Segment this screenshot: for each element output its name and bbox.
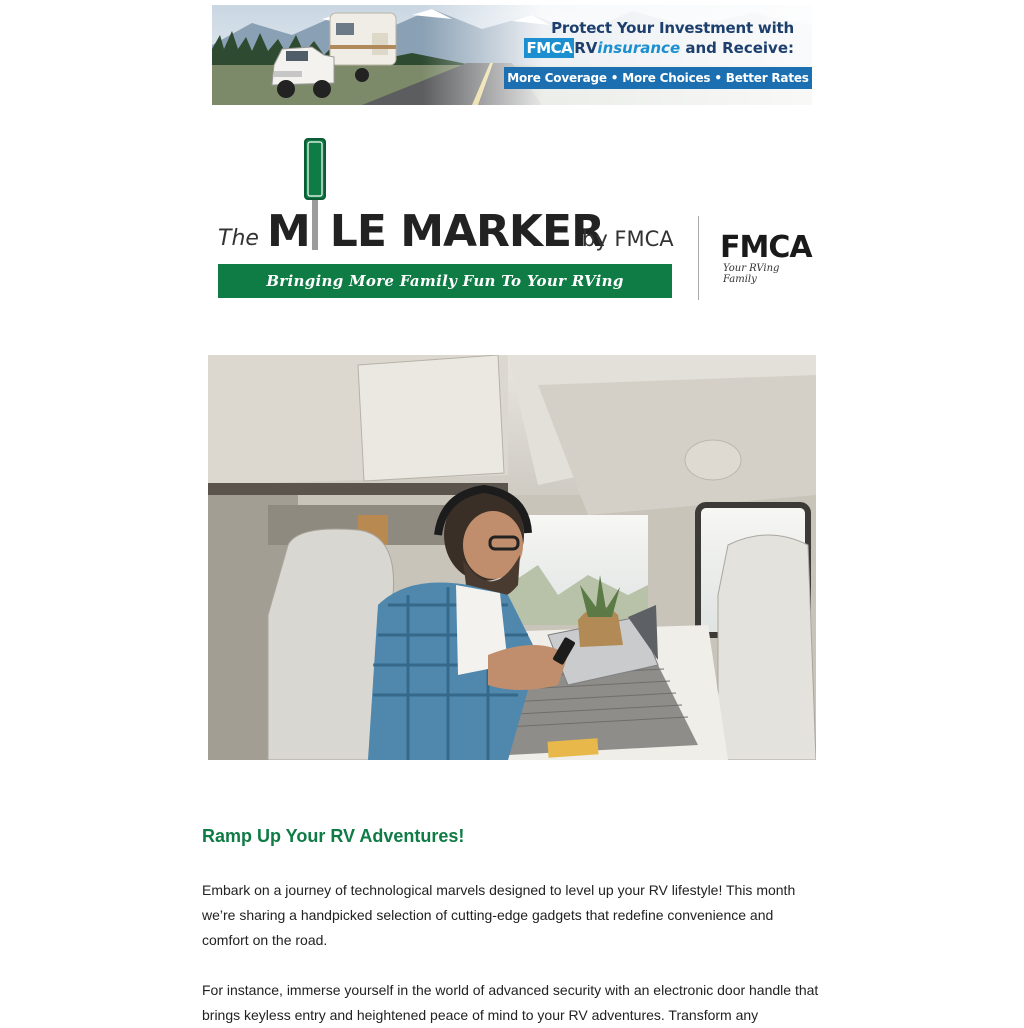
article-paragraph-2: For instance, immerse yourself in the world of advanced security with an electronic door handle that brings keyless entry and heightened peace of mind to your RV adventures. Transform any [202,982,819,1023]
fmca-brand-mark: FMCA [526,39,573,57]
banner-headline-tail: and Receive: [680,39,794,57]
rv-interior-illustration [208,355,816,760]
insurance-ad-banner[interactable] [212,5,812,105]
banner-headline-line2 [524,38,794,58]
masthead-divider [698,216,699,300]
masthead-title-rest: LE MARKER [329,206,604,257]
masthead-tagline: Bringing More Family Fun To Your RVing Adventures [218,264,672,298]
newsletter-masthead [212,138,812,324]
banner-headline-line1: Protect Your Investment with [551,19,794,37]
masthead-word-the: The [218,226,259,251]
masthead-title-m: M [267,206,310,257]
masthead-title [267,206,604,257]
banner-headline [524,19,794,58]
rv-brand-mark: RV [574,39,598,57]
article-heading: Ramp Up Your RV Adventures! [202,826,465,846]
article-section [202,824,822,1028]
article-paragraph-1: Embark on a journey of technological marvels designed to level up your RV lifestyle! This month we’re sharing a handpicked selection of cutting-edge gadgets that redefine convenience and comfort on the road. [202,882,796,948]
fmca-logo[interactable]: FMCA [720,230,812,265]
masthead-by-fmca: by FMCA [582,227,674,251]
banner-benefits-bar: More Coverage • More Choices • Better Rates [504,67,812,89]
hero-image [208,355,816,760]
insurance-brand-mark: insurance [597,39,681,57]
fmca-logo-subtitle: Your RVing Family [723,263,780,285]
